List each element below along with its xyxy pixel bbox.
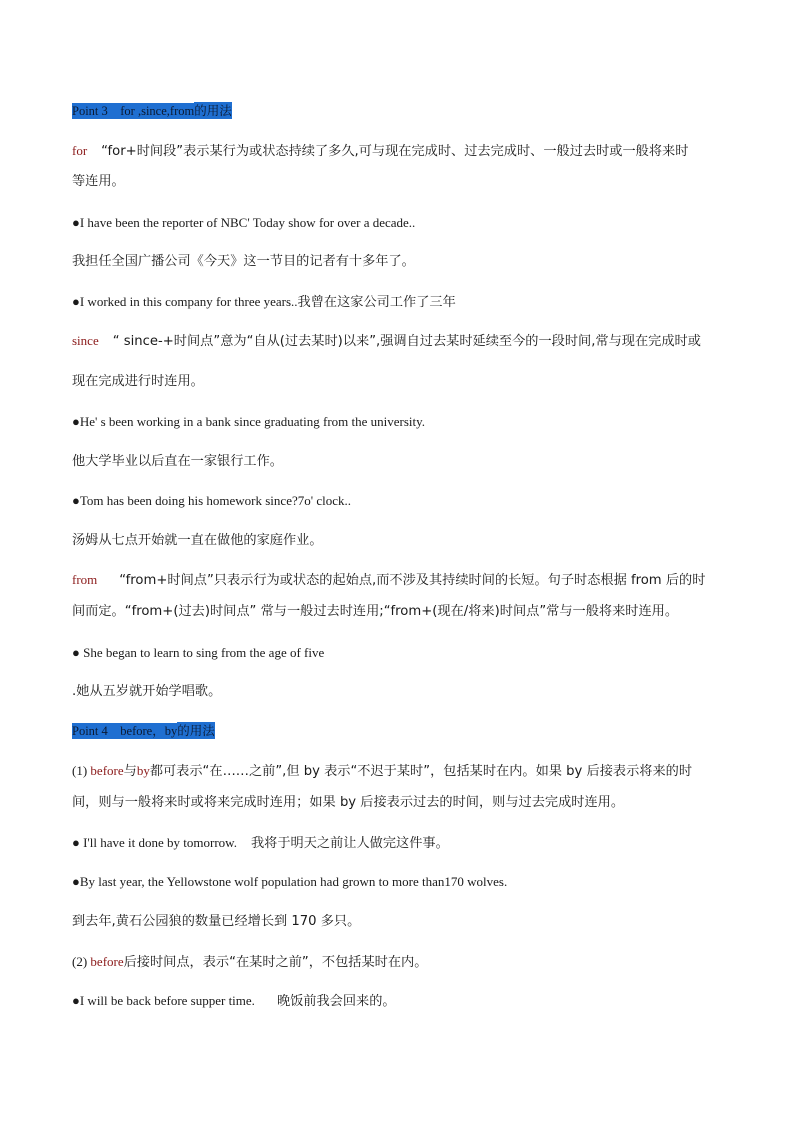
example-sentence: ● She began to learn to sing from the age of five <box>72 645 325 660</box>
example-en: ●I worked in this company for three years.. <box>72 294 298 309</box>
example-translation: .她从五岁就开始学唱歌。 <box>72 684 222 699</box>
point3-heading <box>72 101 730 122</box>
example-sentence <box>72 833 730 854</box>
heading-highlight: Point 4 before，by <box>72 724 178 738</box>
example-translation: 我担任全国广播公司《今天》这一节目的记者有十多年了。 <box>72 254 415 269</box>
text: 都可表示“在……之前”,但 by 表示“不迟于某时”，包括某时在内。如果 by 后接表示将来的时 <box>149 764 693 779</box>
keyword-since: since <box>72 333 99 348</box>
example-en: ●I will be back before supper time. <box>72 993 255 1008</box>
keyword-from: from <box>72 572 98 587</box>
example-cn: 我曾在这家公司工作了三年 <box>297 295 456 310</box>
example-translation: 到去年,黄石公园狼的数量已经增长到 170 多只。 <box>72 914 361 929</box>
for-text-line2: 等连用。 <box>72 174 125 189</box>
text: 与 <box>123 764 137 779</box>
example-en: ● I'll have it done by tomorrow. <box>72 835 237 850</box>
heading-highlight-cn: 的用法 <box>194 103 232 118</box>
point4-heading <box>72 721 730 742</box>
item-number: (1) <box>72 763 91 778</box>
since-text-line1: “ since-+时间点”意为“自从(过去某时)以来”,强调自过去某时延续至今的一段时间,常与现在完成时或 <box>112 334 701 349</box>
for-description <box>72 141 730 162</box>
item-number: (2) <box>72 954 91 969</box>
heading-highlight: Point 3 for ,since,from <box>72 104 195 118</box>
point4-paragraph-2 <box>72 952 730 973</box>
from-text-line2: 间而定。“from+(过去)时间点” 常与一般过去时连用;“from+(现在/将来)时间点”常与一般将来时连用。 <box>72 604 679 619</box>
example-cn: 我将于明天之前让人做完这件事。 <box>250 836 449 851</box>
heading-highlight-cn: 的用法 <box>177 723 215 738</box>
example-sentence: ●I have been the reporter of NBC' Today show for over a decade.. <box>72 215 416 230</box>
example-sentence: ●He' s been working in a bank since graduating from the university. <box>72 414 426 429</box>
example-sentence: ●By last year, the Yellowstone wolf population had grown to more than170 wolves. <box>72 874 508 889</box>
since-text-line2: 现在完成进行时连用。 <box>72 374 204 389</box>
since-description <box>72 331 730 352</box>
example-sentence <box>72 991 730 1012</box>
text: 后接时间点，表示“在某时之前”，不包括某时在内。 <box>123 955 428 970</box>
keyword-for: for <box>72 143 88 158</box>
example-cn: 晚饭前我会回来的。 <box>276 994 396 1009</box>
from-text-line1: “from+时间点”只表示行为或状态的起始点,而不涉及其持续时间的长短。句子时态根据 from 后的时 <box>119 573 706 588</box>
keyword-before: before <box>90 763 124 778</box>
example-translation: 汤姆从七点开始就一直在做他的家庭作业。 <box>72 533 323 548</box>
example-translation: 他大学毕业以后直在一家银行工作。 <box>72 454 283 469</box>
point4-paragraph-1-line2: 间，则与一般将来时或将来完成时连用；如果 by 后接表示过去的时间，则与过去完成时连用。 <box>72 795 625 810</box>
keyword-before: before <box>90 954 124 969</box>
example-sentence <box>72 292 730 313</box>
from-description <box>72 570 730 591</box>
for-text-line1: “for+时间段”表示某行为或状态持续了多久,可与现在完成时、过去完成时、一般过去时或一般将来时 <box>101 144 689 159</box>
example-sentence: ●Tom has been doing his homework since?7o' clock.. <box>72 493 351 508</box>
keyword-by: by <box>136 763 150 778</box>
point4-paragraph-1 <box>72 761 730 782</box>
